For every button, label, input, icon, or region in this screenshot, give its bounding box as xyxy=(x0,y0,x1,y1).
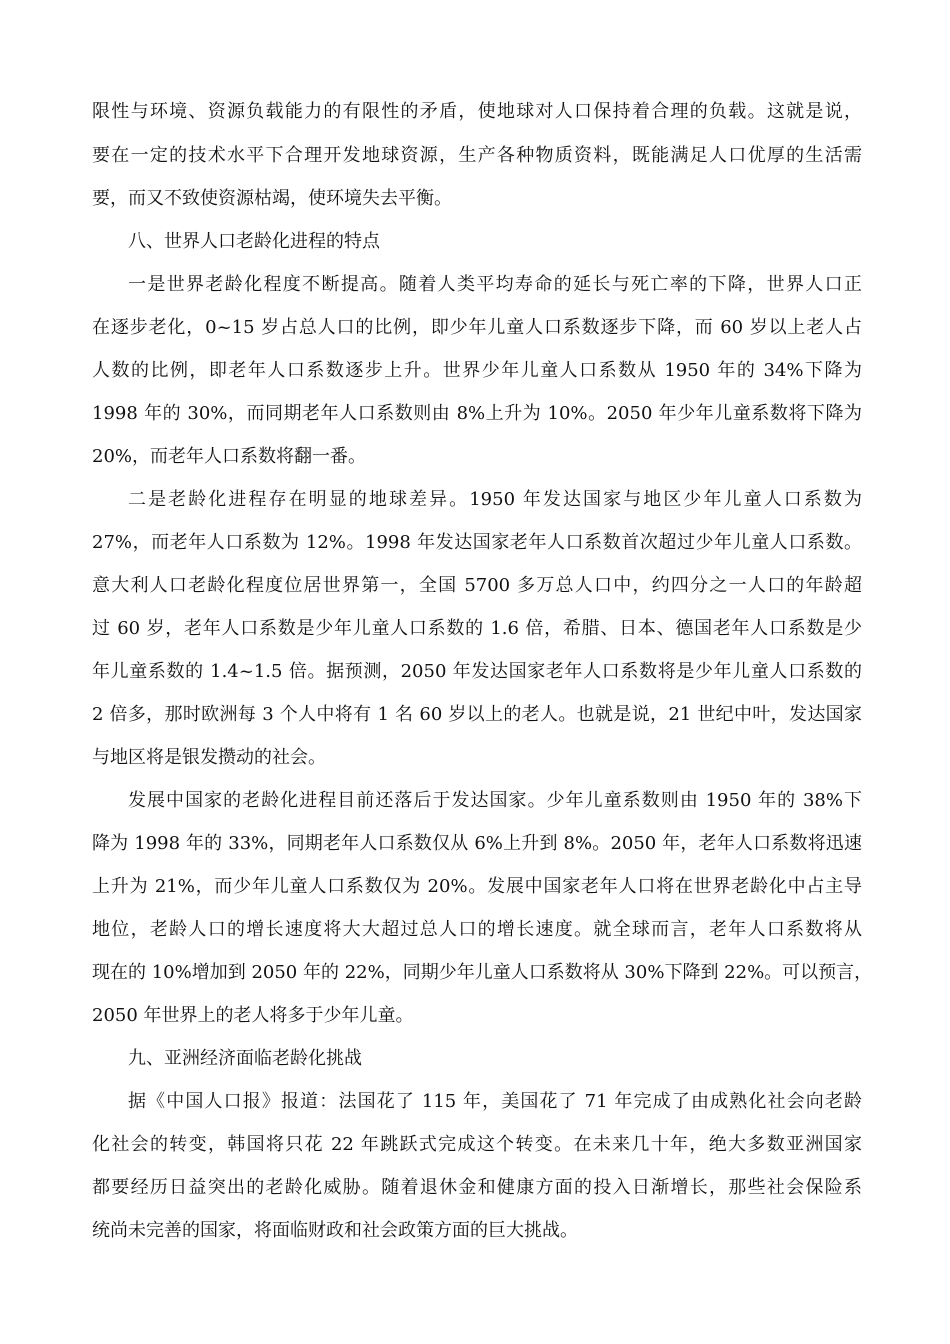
text-line: 都要经历日益突出的老龄化威胁。随着退休金和健康方面的投入日渐增长，那些社会保险系 xyxy=(92,1177,862,1198)
text-line: 据《中国人口报》报道：法国花了 115 年，美国花了 71 年完成了由成熟化社会向老龄 xyxy=(128,1091,862,1112)
text-line: 要，而又不致使资源枯竭，使环境失去平衡。 xyxy=(92,188,452,209)
text-line: 过 60 岁，老年人口系数是少年儿童人口系数的 1.6 倍，希腊、日本、德国老年人口系数是少 xyxy=(92,618,862,639)
text-line: 一是世界老龄化程度不断提高。随着人类平均寿命的延长与死亡率的下降，世界人口正 xyxy=(128,274,862,295)
text-line: 统尚未完善的国家，将面临财政和社会政策方面的巨大挑战。 xyxy=(92,1220,578,1241)
text-line: 要在一定的技术水平下合理开发地球资源，生产各种物质资料，既能满足人口优厚的生活需 xyxy=(92,145,862,166)
text-line: 限性与环境、资源负载能力的有限性的矛盾，使地球对人口保持着合理的负载。这就是说， xyxy=(92,101,862,122)
text-line: 与地区将是银发攒动的社会。 xyxy=(92,747,326,768)
text-line: 化社会的转变，韩国将只花 22 年跳跃式完成这个转变。在未来几十年，绝大多数亚洲国家 xyxy=(92,1134,862,1155)
text-line: 现在的 10%增加到 2050 年的 22%，同期少年儿童人口系数将从 30%下降到 22%。可以预言， xyxy=(92,962,873,983)
text-line: 年儿童系数的 1.4~1.5 倍。据预测，2050 年发达国家老年人口系数将是少年儿童人口系数的 xyxy=(92,661,862,682)
text-line: 降为 1998 年的 33%，同期老年人口系数仅从 6%上升到 8%。2050 年，老年人口系数将迅速 xyxy=(92,833,862,854)
section-heading: 八、世界人口老龄化进程的特点 xyxy=(128,231,380,252)
section-heading: 九、亚洲经济面临老龄化挑战 xyxy=(128,1048,362,1069)
text-line: 2050 年世界上的老人将多于少年儿童。 xyxy=(92,1005,414,1026)
text-line: 发展中国家的老龄化进程目前还落后于发达国家。少年儿童系数则由 1950 年的 38%下 xyxy=(128,790,862,811)
text-line: 1998 年的 30%，而同期老年人口系数则由 8%上升为 10%。2050 年少年儿童系数将下降为 xyxy=(92,403,862,424)
text-line: 上升为 21%，而少年儿童人口系数仅为 20%。发展中国家老年人口将在世界老龄化中占主导 xyxy=(92,876,862,897)
text-line: 地位，老龄人口的增长速度将大大超过总人口的增长速度。就全球而言，老年人口系数将从 xyxy=(92,919,862,940)
text-line: 二是老龄化进程存在明显的地球差异。1950 年发达国家与地区少年儿童人口系数为 xyxy=(128,489,862,510)
text-line: 27%，而老年人口系数为 12%。1998 年发达国家老年人口系数首次超过少年儿童人口系数。 xyxy=(92,532,862,553)
text-line: 20%，而老年人口系数将翻一番。 xyxy=(92,446,367,467)
text-line: 在逐步老化，0~15 岁占总人口的比例，即少年儿童人口系数逐步下降，而 60 岁以上老人占 xyxy=(92,317,862,338)
text-line: 意大利人口老龄化程度位居世界第一，全国 5700 多万总人口中，约四分之一人口的年龄超 xyxy=(92,575,862,596)
text-line: 2 倍多，那时欧洲每 3 个人中将有 1 名 60 岁以上的老人。也就是说，21 世纪中叶，发达国家 xyxy=(92,704,862,725)
text-line: 人数的比例，即老年人口系数逐步上升。世界少年儿童人口系数从 1950 年的 34%下降为 xyxy=(92,360,862,381)
